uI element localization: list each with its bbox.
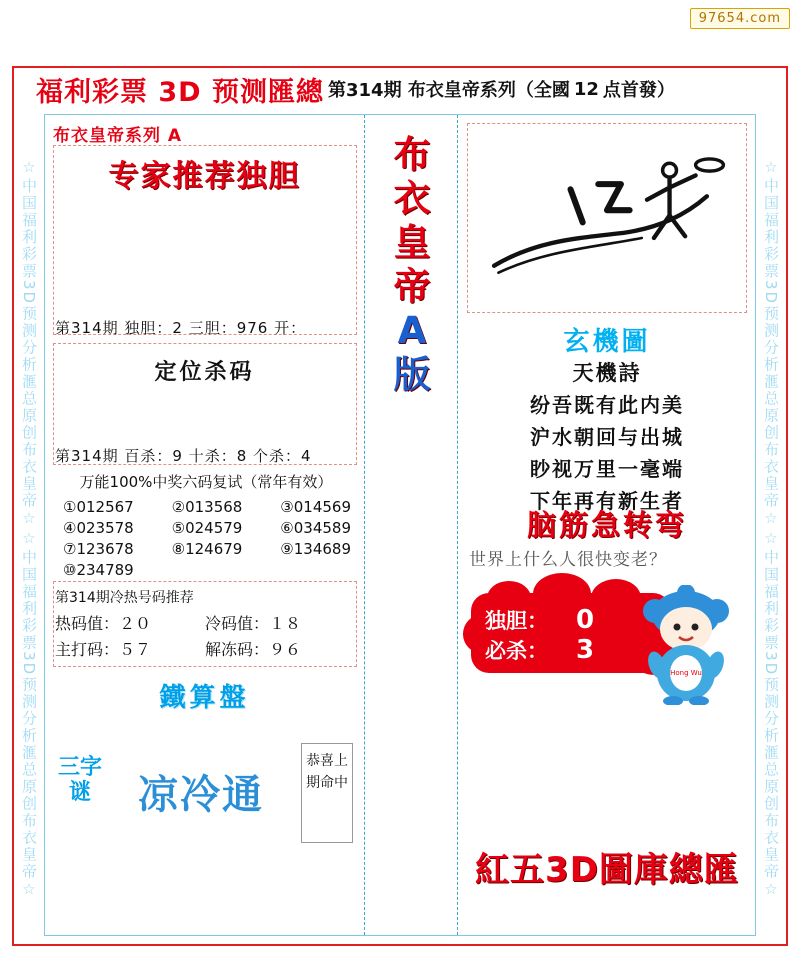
combo-cell: ⑩234789 (63, 561, 134, 579)
combo-cell: ⑦123678 (63, 540, 134, 558)
cold-value: 冷码值：１８ (205, 614, 302, 633)
coldhot-title: 第314期冷热号码推荐 (55, 590, 194, 606)
brush-figure-illustration (468, 124, 746, 312)
sha-line: 第314期 百杀：9 十杀：8 个杀：4 (55, 447, 312, 465)
vertical-brand-blue: A版 (393, 309, 431, 396)
poem-line: 下年再有新生者 (530, 489, 684, 513)
main-code: 主打码：５７ (55, 640, 152, 659)
series-tag: 布衣皇帝系列 A (53, 126, 183, 146)
content-frame (44, 114, 756, 936)
right-column (459, 115, 755, 935)
bisha-label: 必杀： (485, 639, 548, 663)
combo-row (57, 539, 357, 560)
poster-header (14, 68, 786, 110)
mascot-icon (627, 585, 745, 705)
site-badge: 97654.com (690, 8, 790, 29)
dan-value: 0 (576, 605, 595, 635)
combo-cell: ⑤024579 (171, 519, 243, 537)
combo-cell: ②013568 (171, 498, 243, 516)
vertical-brand-red: 布衣皇帝 (393, 133, 431, 308)
svg-text:Hong Wu: Hong Wu (670, 669, 702, 677)
footer-brand: 紅五3D圖庫總匯 (475, 850, 739, 890)
coldhot-row (55, 611, 355, 637)
header-subtitle-pre: 第314期 布衣皇帝系列（全國 (328, 80, 570, 101)
sanzimi-label: 三字谜 (57, 755, 102, 805)
combo-row (57, 560, 357, 581)
bisha-value: 3 (576, 635, 595, 665)
mascot-figure (627, 585, 745, 705)
poem-line: 纷吾既有此内美 (530, 393, 684, 417)
header-issue-number: 12 (573, 78, 599, 100)
vertical-brand-title (380, 133, 444, 397)
combo-cell: ④023578 (63, 519, 134, 537)
hot-value: 热码值：２０ (55, 614, 152, 633)
poem-line: 眇视万里一毫端 (530, 457, 684, 481)
combo-cell: ⑨134689 (280, 540, 351, 558)
combo-cell: ③014569 (280, 498, 351, 516)
tiesuanpan-title: 鐵算盤 (159, 683, 250, 713)
combo-row (57, 518, 357, 539)
brain-teaser-question: 世界上什么人很快变老？ (469, 550, 667, 570)
expert-recommend-title: 专家推荐独胆 (108, 159, 301, 194)
combo-cell: ⑥034589 (280, 519, 351, 537)
congrats-box: 恭喜上期命中 (301, 743, 353, 843)
poem-line: 沪水朝回与出城 (530, 425, 684, 449)
poster-sheet (12, 66, 788, 946)
dan-line: 第314期 独胆：2 三胆：976 开： (55, 319, 307, 337)
brain-teaser-title: 脑筋急转弯 (526, 508, 687, 542)
coldhot-values (55, 611, 355, 663)
header-subtitle-post: 点首發） (602, 80, 675, 101)
middle-column (366, 115, 458, 935)
watermark-left: ☆中国福利彩票3D预测分析滙总原创布衣皇帝☆☆中国福利彩票3D预测分析滙总原创布衣皇帝☆ (20, 157, 38, 901)
thaw-code: 解冻码：９６ (205, 640, 302, 659)
poem-block (459, 389, 755, 517)
watermark-right: ☆中国福利彩票3D预测分析滙总原创布衣皇帝☆☆中国福利彩票3D预测分析滙总原创布衣皇帝☆ (762, 157, 780, 901)
dingwei-title: 定位杀码 (154, 360, 255, 385)
tianji-title: 天機詩 (572, 361, 642, 385)
combo-cell: ①012567 (63, 498, 134, 516)
combo-cell: ⑧124679 (171, 540, 243, 558)
left-column (45, 115, 365, 935)
riddle-answer-word: 凉冷通 (138, 772, 264, 818)
coldhot-row (55, 637, 355, 663)
xuanji-picture-box (467, 123, 747, 313)
combo-list (57, 497, 357, 581)
page-title: 福利彩票 3D 预测匯總 (36, 76, 324, 108)
combo-row (57, 497, 357, 518)
dan-label: 独胆： (485, 609, 548, 633)
wanneng-note: 万能100%中奖六码复试（常年有效） (79, 473, 333, 491)
xuanji-title: 玄機圖 (563, 327, 651, 357)
